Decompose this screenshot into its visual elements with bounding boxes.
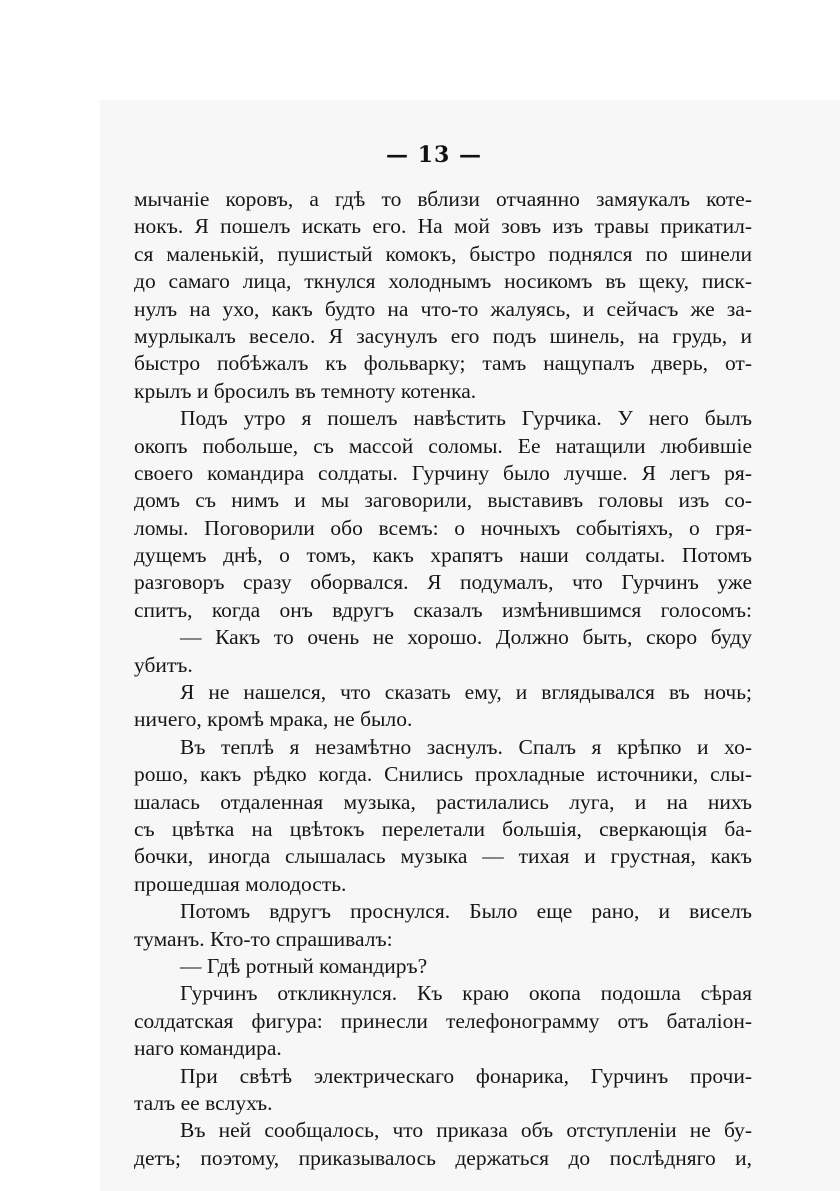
text-line: съ цвѣтка на цвѣтокъ перелетали большiя, сверкающiя ба- [134,816,752,841]
text-line: нулъ на ухо, какъ будто на что-то жалуясь, и сейчасъ же за- [134,296,752,321]
text-line: быстро побѣжалъ къ фольварку; тамъ нащупалъ дверь, от- [134,351,752,376]
text-line: туманъ. Кто-то спрашивалъ: [134,926,393,951]
text-line: разговоръ сразу оборвался. Я подумалъ, что Гурчинъ уже [134,570,752,595]
text-line: шалась отдаленная музыка, растилались луга, и на нихъ [134,789,752,814]
text-line: бочки, иногда слышалась музыка — тихая и грустная, какъ [134,844,752,869]
paragraph-start: Въ ней сообщалось, что приказа объ отступленiи не бу- [180,1118,752,1143]
paragraph-start: Я не нашелся, что сказать ему, и вглядывался въ ночь; [180,680,752,705]
text-line: прошедшая молодость. [134,871,347,896]
body-text [134,186,752,1172]
text-line: до самаго лица, ткнулся холоднымъ носикомъ въ щеку, писк- [134,269,752,294]
text-line: наго командира. [134,1036,282,1061]
text-line: убитъ. [134,652,193,677]
text-line: ломы. Поговорили обо всемъ: о ночныхъ событiяхъ, о гря- [134,515,752,540]
text-line: окопъ побольше, съ массой соломы. Ее натащили любившiе [134,433,752,458]
page-number: — 13 — [386,142,482,168]
text-line: детъ; поэтому, приказывалось держаться до послѣдняго и, [134,1145,752,1170]
text-line: ничего, кромѣ мрака, не было. [134,707,413,732]
text-line: рошо, какъ рѣдко когда. Снились прохладные источники, слы- [134,762,752,787]
paragraph-start: — Какъ то очень не хорошо. Должно быть, скоро буду [180,625,752,650]
text-line: ся маленькiй, пушистый комокъ, быстро поднялся по шинели [134,241,752,266]
paragraph-start: Потомъ вдругъ проснулся. Было еще рано, и виселъ [180,899,752,924]
paragraph-start: Подъ утро я пошелъ навѣстить Гурчика. У него былъ [180,406,752,431]
text-line: талъ ее вслухъ. [134,1090,273,1115]
text-line: дущемъ днѣ, о томъ, какъ храпятъ наши солдаты. Потомъ [134,543,752,568]
paragraph-start: Въ теплѣ я незамѣтно заснулъ. Спалъ я крѣпко и хо- [180,734,752,759]
text-line: мычанiе коровъ, а гдѣ то вблизи отчаянно замяукалъ коте- [134,187,752,211]
text-line: спитъ, когда онъ вдругъ сказалъ измѣнившимся голосомъ: [134,597,752,622]
paragraph-start: Гурчинъ откликнулся. Къ краю окопа подошла сѣрая [180,981,752,1006]
text-line: своего командира солдаты. Гурчину было лучше. Я легъ ря- [134,460,752,485]
paragraph-start: — Гдѣ ротный командиръ? [180,953,428,978]
text-line: крылъ и бросилъ въ темноту котенка. [134,378,477,403]
text-line: нокъ. Я пошелъ искать его. На мой зовъ изъ травы прикатил- [134,214,752,239]
text-line: мурлыкалъ весело. Я засунулъ его подъ шинель, на грудь, и [134,323,752,348]
text-line: солдатская фигура: принесли телефонограмму отъ баталiон- [134,1008,752,1033]
text-line: домъ съ нимъ и мы заговорили, выставивъ головы изъ со- [134,488,752,513]
paragraph-start: При свѣтѣ электрическаго фонарика, Гурчинъ прочи- [180,1063,752,1088]
